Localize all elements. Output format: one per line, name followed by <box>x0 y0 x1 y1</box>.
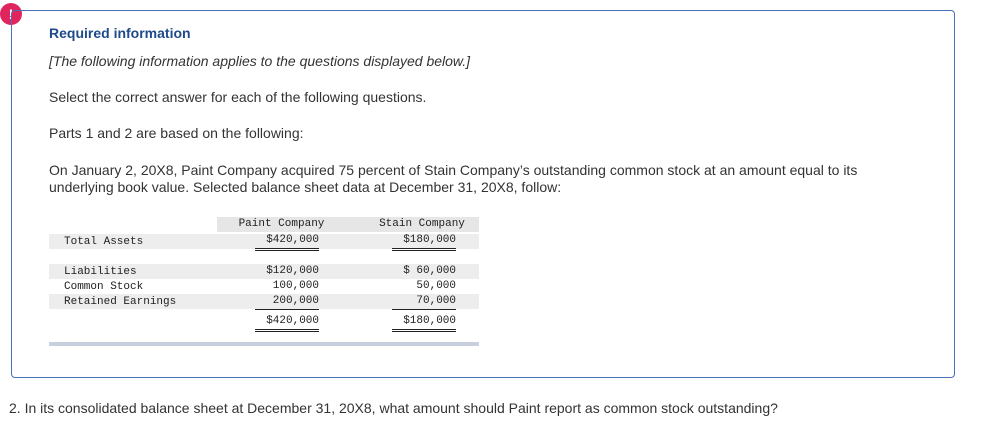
paint-total-liabilities-equity: $420,000 <box>266 315 319 327</box>
table-bottom-border <box>49 342 479 346</box>
single-underline <box>255 309 319 310</box>
double-underline <box>392 248 456 251</box>
row-label-liabilities: Liabilities <box>64 266 137 278</box>
stain-retained-earnings: 70,000 <box>416 295 456 307</box>
paint-retained-earnings: 200,000 <box>272 295 319 307</box>
paint-total-assets: $420,000 <box>266 234 319 246</box>
info-note: [The following information applies to the questions displayed below.] <box>49 53 471 69</box>
paint-common-stock: 100,000 <box>272 280 319 292</box>
alert-icon: ! <box>0 3 22 25</box>
double-underline <box>255 248 319 251</box>
stain-total-liabilities-equity: $180,000 <box>403 315 456 327</box>
paint-liabilities: $120,000 <box>266 265 319 277</box>
row-label-common-stock: Common Stock <box>64 281 144 293</box>
row-label-total-assets: Total Assets <box>64 236 144 248</box>
required-information-title: Required information <box>49 25 191 41</box>
stain-total-assets: $180,000 <box>403 234 456 246</box>
balance-sheet-table <box>49 217 479 335</box>
stain-liabilities: $ 60,000 <box>403 265 456 277</box>
column-header-stain: Stain Company <box>379 218 465 230</box>
column-header-paint: Paint Company <box>238 218 325 230</box>
question-2: 2. In its consolidated balance sheet at December 31, 20X8, what amount should Paint report as common stock outstanding? <box>9 400 778 416</box>
double-underline <box>392 329 456 332</box>
select-instruction: Select the correct answer for each of the following questions. <box>49 89 427 105</box>
scenario-paragraph: On January 2, 20X8, Paint Company acquired 75 percent of Stain Company’s outstanding common stock at an amount equal to its underlying book value. Selected balance sheet data at December 31, 20X8, follow: <box>49 162 858 195</box>
single-underline <box>392 309 456 310</box>
double-underline <box>255 329 319 332</box>
parts-instruction: Parts 1 and 2 are based on the following: <box>49 125 304 141</box>
stain-common-stock: 50,000 <box>416 280 456 292</box>
row-label-retained-earnings: Retained Earnings <box>64 296 177 308</box>
